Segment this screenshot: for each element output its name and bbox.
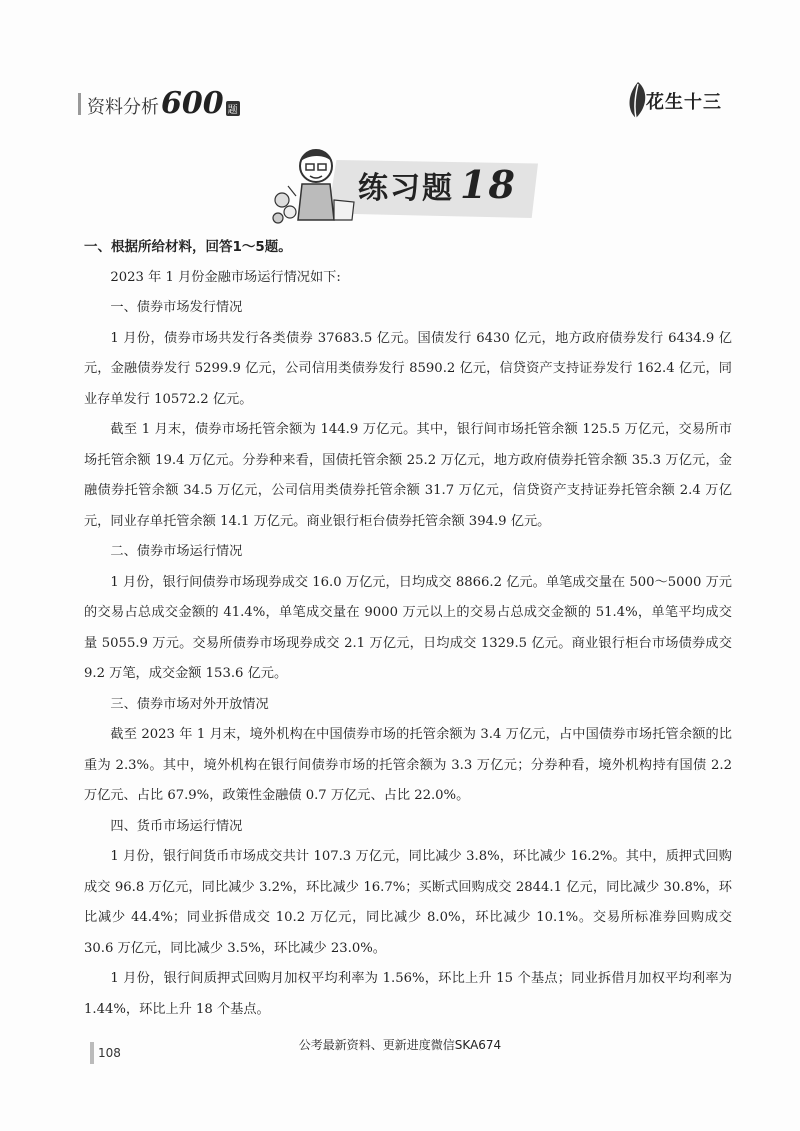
section-title: 三、债券市场对外开放情况 (110, 696, 269, 712)
paragraph: 1 月份，银行间债券市场现券成交 16.0 万亿元，日均成交 8866.2 亿元。单笔成交量在 500～5000 万元的交易占总成交金额的 41.4%，单笔成交量在 9000 万元以上的交易占总成交金额的 51.4%，单笔平均成交量 5055.9 万元。交易所债券市场现券成交 2.1 万亿元，日均成交 1329.5 亿元。商业银行柜台市场债券成交 9.2 万笔，成交金额 153.6 亿元。 (84, 574, 732, 681)
mascot-illustration-icon (268, 140, 360, 230)
book-title-suffix: 题 (226, 101, 240, 116)
exercise-title (358, 162, 517, 207)
title-bar-decoration (78, 93, 81, 115)
main-content (84, 232, 732, 1025)
book-title-number: 600 (161, 86, 224, 121)
exercise-title-text: 练习题 (358, 171, 454, 206)
exercise-banner (268, 140, 540, 230)
page-number: 108 (90, 1042, 132, 1064)
question-heading: 一、根据所给材料，回答1～5题。 (84, 239, 292, 255)
paragraph: 1 月份，银行间质押式回购月加权平均利率为 1.56%，环比上升 15 个基点；同业拆借月加权平均利率为 1.44%，环比上升 18 个基点。 (84, 971, 732, 1017)
book-title-text: 资料分析 (87, 97, 159, 118)
paragraph: 截至 1 月末，债券市场托管余额为 144.9 万亿元。其中，银行间市场托管余额 125.5 万亿元，交易所市场托管余额 19.4 万亿元。分券种来看，国债托管余额 25.2 万亿元，地方政府债券托管余额 35.3 万亿元，金融债券托管余额 34.5 万亿元，公司信用类债券托管余额 31.7 万亿元，信贷资产支持证券托管余额 2.4 万亿元，同业存单托管余额 14.1 万亿元。商业银行柜台债券托管余额 394.9 亿元。 (84, 422, 732, 529)
section-title: 四、货币市场运行情况 (110, 818, 243, 834)
section-title: 二、债券市场运行情况 (110, 544, 243, 559)
paragraph: 1 月份，银行间货币市场成交共计 107.3 万亿元，同比减少 3.8%，环比减少 16.2%。其中，质押式回购成交 96.8 万亿元，同比减少 3.2%，环比减少 16.7%；买断式回购成交 2844.1 亿元，同比减少 30.8%，环比减少 44.4%；同业拆借成交 10.2 万亿元，同比减少 8.0%，环比减少 10.1%。交易所标准券回购成交 30.6 万亿元，同比减少 3.5%，环比减少 23.0%。 (84, 849, 732, 956)
exercise-number: 18 (460, 162, 517, 207)
paragraph: 截至 2023 年 1 月末，境外机构在中国债券市场的托管余额为 3.4 万亿元，占中国债券市场托管余额的比重为 2.3%。其中，境外机构在银行间债券市场的托管余额为 3.3 万亿元；分券种看，境外机构持有国债 2.2 万亿元、占比 67.9%，政策性金融债 0.7 万亿元、占比 22.0%。 (84, 727, 732, 803)
footer-note: 公考最新资料、更新进度微信SKA674 (298, 1038, 502, 1052)
brand-name: 花生十三 (646, 92, 722, 113)
intro-paragraph: 2023 年 1 月份金融市场运行情况如下: (110, 269, 341, 285)
section-title: 一、债券市场发行情况 (110, 300, 243, 315)
paragraph: 1 月份，债券市场共发行各类债券 37683.5 亿元。国债发行 6430 亿元，地方政府债券发行 6434.9 亿元，金融债券发行 5299.9 亿元，公司信用类债券发行 8590.2 亿元，信贷资产支持证券发行 162.4 亿元，同业存单发行 10572.2 亿元。 (84, 330, 732, 407)
book-title (78, 86, 240, 121)
brand-logo (618, 80, 722, 122)
